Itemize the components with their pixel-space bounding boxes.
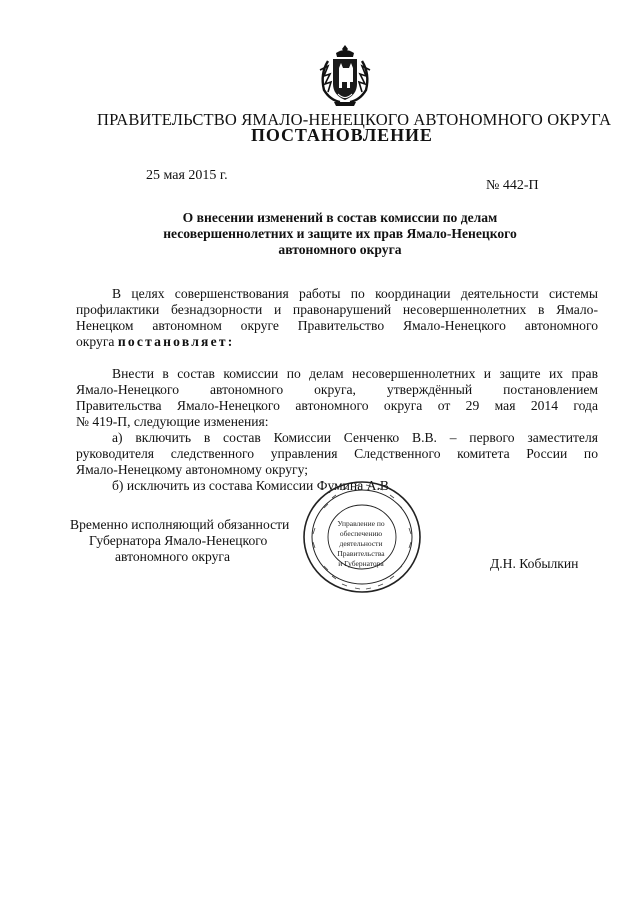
preamble-line: Ненецком автономном округе Правительство Ямало-Ненецкого автономного: [76, 318, 598, 333]
preamble-text: округа: [76, 334, 115, 349]
body-line: Внести в состав комиссии по делам несовершеннолетних и защите их прав: [112, 366, 598, 381]
body-line: № 419-П, следующие изменения:: [76, 414, 269, 429]
item-a-line: а) включить в состав Комиссии Сенченко В.В. – первого заместителя: [112, 430, 598, 445]
document-date: 25 мая 2015 г.: [146, 168, 228, 183]
seal-line: Правительства: [337, 549, 385, 558]
title-line: О внесении изменений в состав комиссии по делам: [182, 210, 498, 225]
title-line: автономного округа: [278, 242, 402, 257]
item-a-line: руководителя следственного управления Следственного комитета России по: [76, 446, 598, 461]
item-a-line: Ямало-Ненецкому автономному округу;: [76, 462, 309, 477]
government-name: ПРАВИТЕЛЬСТВО ЯМАЛО-НЕНЕЦКОГО АВТОНОМНОГО ОКРУГА: [97, 110, 612, 129]
signatory-position: Губернатора Ямало-Ненецкого: [89, 533, 268, 548]
document-number: № 442-П: [486, 178, 539, 193]
seal-text: [333, 519, 389, 569]
document-type: ПОСТАНОВЛЕНИЕ: [251, 125, 433, 145]
seal-line: и Губернатора: [338, 559, 384, 568]
signatory-position: Временно исполняющий обязанности: [70, 517, 290, 532]
seal-line: обеспечению: [339, 529, 383, 538]
resolves-word: постановляет:: [117, 334, 235, 349]
signatory-position: автономного округа: [115, 549, 231, 564]
item-b-line: б) исключить из состава Комиссии Фумина А.В.: [112, 478, 393, 493]
coat-of-arms-icon: [316, 44, 374, 108]
seal-line: деятельности: [339, 539, 383, 548]
signatory-name: Д.Н. Кобылкин: [490, 556, 579, 571]
document-title: [140, 210, 540, 258]
preamble-line: профилактики безнадзорности и правонарушений несовершеннолетних в Ямало-: [76, 302, 598, 317]
seal-line: Управление по: [337, 519, 385, 528]
body-line: Ямало-Ненецкого автономного округа, утверждённый постановлением: [76, 382, 598, 397]
title-line: несовершеннолетних и защите их прав Ямало-Ненецкого: [163, 226, 517, 241]
preamble-line: В целях совершенствования работы по координации деятельности системы: [112, 286, 598, 301]
body-line: Правительства Ямало-Ненецкого автономного округа от 29 мая 2014 года: [76, 398, 598, 413]
preamble-line: [76, 334, 234, 350]
